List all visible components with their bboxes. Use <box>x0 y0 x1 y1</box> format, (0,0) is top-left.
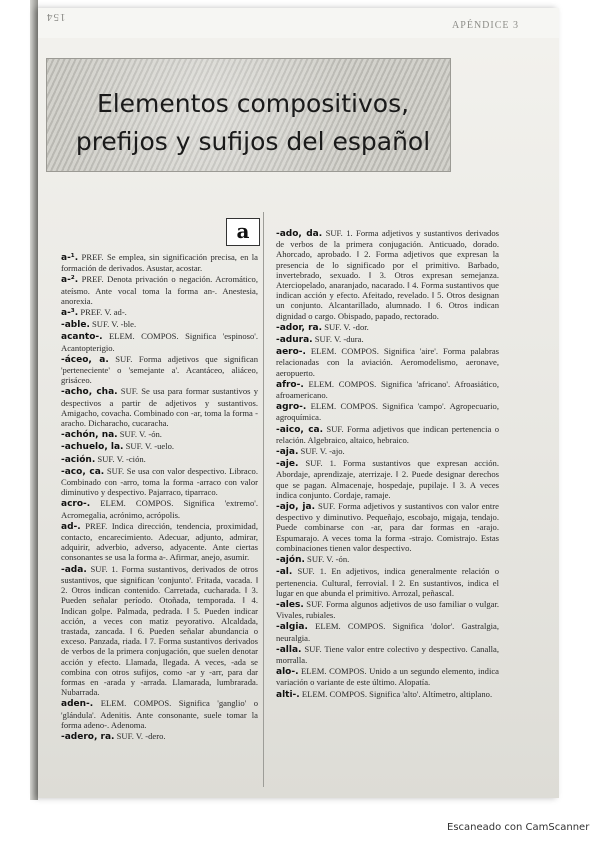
entry-definition: ELEM. COMPOS. Significa 'extremo'. Acromegalia, acrónimo, acrópolis. <box>61 498 258 520</box>
dictionary-entry <box>276 346 499 378</box>
entry-definition: PREF. Indica dirección, tendencia, proximidad, contacto, encarecimiento. Adecuar, adjunto, admirar, adquirir, adverbio, adverso, adyacente. Ante ciertas consonantes se usa la forma a-. Afirmar, anejo, asumir. <box>61 520 258 563</box>
dictionary-entry <box>61 466 258 498</box>
page-title: Elementos compositivos, prefijos y sufijos del español <box>75 89 431 156</box>
entry-definition: SUF. Forma adjetivos que significan 'perteneciente' o 'semejante a'. Acantáceo, aliáceo, grisáceo. <box>61 353 258 386</box>
entry-headword: -aje. <box>276 459 299 470</box>
entry-headword: -adura. <box>276 335 313 346</box>
entry-headword: -able. <box>61 320 90 331</box>
entry-headword: -ación. <box>61 454 96 465</box>
entry-headword: agro-. <box>276 402 307 413</box>
entry-definition: ELEM. COMPOS. Significa 'espinoso'. Acantopterigio. <box>61 331 258 353</box>
entry-definition: SUF. Se usa con valor despectivo. Libraco. Combinado con -arro, toma la forma -arraco con valor diminutivo y despectivo. Pajarraco, tiparraco. <box>61 465 258 498</box>
entry-definition: ELEM. COMPOS. Significa 'alto'. Altímetro, altiplano. <box>299 688 493 699</box>
previous-page-strip <box>38 8 559 38</box>
entry-headword: aero-. <box>276 347 306 358</box>
entry-headword: -algia. <box>276 622 308 633</box>
dictionary-entry <box>276 501 499 553</box>
entry-headword: -aja. <box>276 447 299 458</box>
entry-headword: -aico, ca. <box>276 424 324 435</box>
entry-headword: acro-. <box>61 499 91 510</box>
entry-headword: aden-. <box>61 699 94 710</box>
running-head: APÉNDICE 3 <box>452 20 519 31</box>
entry-definition: SUF. Se usa para formar sustantivos y despectivos a partir de adjetivos y sustantivos. Amigacho, covacha. Combinado con -ar, toma la forma -aracho. Dicharacho, cucaracha. <box>61 386 258 429</box>
entry-headword: -acho, cha. <box>61 387 118 398</box>
entry-headword: a-¹. <box>61 253 79 263</box>
dictionary-entry <box>61 698 258 730</box>
dictionary-entry <box>276 666 499 687</box>
entry-headword: -adero, ra. <box>61 731 115 742</box>
entry-headword: alti-. <box>276 689 300 700</box>
entry-definition: SUF. V. -ble. <box>89 319 137 330</box>
dictionary-entry <box>276 566 499 598</box>
dictionary-entry <box>61 731 258 742</box>
dictionary-entry <box>61 386 258 428</box>
dictionary-entry <box>61 498 258 519</box>
entry-definition: SUF. 1. En adjetivos, indica generalmente relación o pertenencia. Cultural, ferrovial. ‖ 2. En sustantivos, indica el lugar en que abunda el primitivo. Arrozal, peñascal. <box>276 566 499 598</box>
dictionary-entry <box>276 644 499 665</box>
entry-definition: SUF. V. -ón. <box>304 554 350 565</box>
column-divider <box>263 212 264 787</box>
dictionary-entry <box>276 228 499 321</box>
left-column <box>61 252 258 743</box>
dictionary-entry <box>61 429 258 440</box>
entry-definition: PREF. Se emplea, sin significación precisa, en la formación de derivados. Asustar, acostar. <box>61 252 258 274</box>
entry-definition: ELEM. COMPOS. Significa 'campo'. Agropecuario, agroquímica. <box>276 401 499 423</box>
entry-headword: -aco, ca. <box>61 466 105 477</box>
dictionary-entry <box>276 401 499 422</box>
entry-headword: a-³. <box>61 308 79 319</box>
dictionary-entry <box>276 446 499 457</box>
dictionary-entry <box>276 322 499 333</box>
dictionary-entry <box>276 424 499 445</box>
dictionary-entry <box>276 458 499 500</box>
entry-headword: acanto-. <box>61 332 103 343</box>
entry-definition: PREF. V. ad-. <box>78 307 127 318</box>
dictionary-entry <box>61 319 258 330</box>
entry-headword: -ado, da. <box>276 229 323 239</box>
dictionary-entry <box>61 521 258 563</box>
entry-definition: ELEM. COMPOS. Unido a un segundo elemento, indica variación o variante de este último. Alopatía. <box>276 666 499 688</box>
entry-definition: SUF. V. -dura. <box>312 334 364 345</box>
dictionary-entry <box>276 379 499 400</box>
dictionary-entry <box>276 599 499 620</box>
dictionary-entry <box>276 334 499 345</box>
dictionary-entry <box>61 331 258 352</box>
entry-definition: SUF. 1. Forma sustantivos, derivados de otros sustantivos, que significan 'conjunto'. Fritada, vacada. ‖ 2. Otros indican contenido. Carretada, cucharada. ‖ 3. Pueden señalar período. Otoñada, temporada. ‖ 4. Indican golpe. Palmada, pedrada. ‖ 5. Pueden indicar acción, a veces con matiz peyorativo. Alcaldada, trastada, zancada. ‖ 6. Pueden señalar abundancia o exceso. Panzada, riada. ‖ 7. Forma sustantivos derivados de verbos de la primera conjugación, que suelen denotar acción y efecto. Llamada, llegada. A veces, -ada se combina con otros sufijos, como -ar y -arr, para dar formas en -arada y -arrada. Llamarada, lumbrarada. Nubarrada. <box>61 563 258 698</box>
entry-definition: SUF. V. -uelo. <box>123 441 175 452</box>
entry-headword: -achón, na. <box>61 430 118 441</box>
entry-definition: SUF. 1. Forma sustantivos que expresan acción. Abordaje, aprendizaje, aterrizaje. ‖ 2. Puede designar derechos que se pagan. Almacenaje, hospedaje, pupilaje. ‖ 3. A veces indica conjunto. Cordaje, ramaje. <box>276 458 499 500</box>
entry-headword: ad-. <box>61 521 81 532</box>
entry-definition: SUF. V. -dero. <box>114 730 166 741</box>
entry-definition: SUF. V. -ajo. <box>298 446 345 457</box>
entry-headword: -achuelo, la. <box>61 442 124 453</box>
dictionary-entry <box>61 274 258 306</box>
entry-headword: alo-. <box>276 667 299 678</box>
section-letter: a <box>226 218 260 246</box>
entry-definition: ELEM. COMPOS. Significa 'africano'. Afroasiático, afroamericano. <box>276 378 499 401</box>
entry-definition: PREF. Denota privación o negación. Acromático, ateísmo. Ante vocal toma la forma an-. Anestesia, anorexia. <box>61 274 258 306</box>
right-column <box>276 228 499 701</box>
dictionary-entry <box>276 554 499 565</box>
dictionary-entry <box>61 354 258 386</box>
entry-definition: SUF. 1. Forma adjetivos y sustantivos derivados de verbos de la primera conjugación. Anticuado, dorado. Ahorcado, aprobado. ‖ 2. Forma adjetivos que expresan la presencia de lo significado por el primitivo. Barbado, invertebrado, sexuado. ‖ 3. Otros expresan semejanza. Aterciopelado, anaranjado, nacarado. ‖ 4. Forma sustantivos que indican acción y efecto. Afeitado, revelado. ‖ 5. Otros designan un conjunto. Alcantarillado, alumnado. ‖ 6. Otros indican dignidad o cargo. Obispado, papado, rectorado. <box>276 228 499 321</box>
entry-headword: -alla. <box>276 644 302 655</box>
entry-definition: SUF. V. -ón. <box>117 429 162 440</box>
entry-definition: SUF. Forma algunos adjetivos de uso familiar o vulgar. Vivales, rubiales. <box>276 598 499 621</box>
dictionary-entry <box>61 564 258 698</box>
dictionary-entry <box>276 689 499 700</box>
entry-definition: ELEM. COMPOS. Significa 'ganglio' o 'glándula'. Adenitis. Ante consonante, suele tomar la forma adeno-. Adenoma. <box>61 698 258 730</box>
page-shadow-edge <box>30 0 38 800</box>
entry-headword: -al. <box>276 567 293 578</box>
dictionary-entry <box>61 307 258 318</box>
entry-headword: -áceo, a. <box>61 354 109 365</box>
entry-headword: -ajón. <box>276 555 305 566</box>
entry-definition: ELEM. COMPOS. Significa 'aire'. Forma palabras relacionadas con la aviación. Aeromodelismo, aeronave, aeropuerto. <box>276 346 499 378</box>
entry-definition: SUF. Forma adjetivos y sustantivos con valor entre despectivo y diminutivo. Pequeñajo, escobajo, migaja, tendajo. Puede combinarse con -ar, para dar formas en -arajo. Espumarajo. A veces toma la forma -strajo. Comistrajo. Estas combinaciones tienen valor despectivo. <box>276 501 499 553</box>
entry-definition: SUF. V. -ción. <box>95 453 146 464</box>
dictionary-entry <box>61 441 258 452</box>
dictionary-entry <box>61 252 258 273</box>
scanner-footer: Escaneado con CamScanner <box>447 822 590 833</box>
entry-headword: -ada. <box>61 564 87 575</box>
entry-definition: SUF. Forma adjetivos que indican pertenencia o relación. Algebraico, altaico, hebraico. <box>276 423 499 445</box>
entry-headword: -ales. <box>276 599 304 610</box>
page-number: 154 <box>46 11 66 23</box>
dictionary-entry <box>61 454 258 465</box>
entry-headword: -ador, ra. <box>276 322 323 333</box>
entry-definition: SUF. V. -dor. <box>322 321 369 332</box>
entry-headword: a-². <box>61 275 79 286</box>
dictionary-entry <box>276 621 499 642</box>
entry-definition: SUF. Tiene valor entre colectivo y despectivo. Canalla, morralla. <box>276 643 499 665</box>
entry-definition: ELEM. COMPOS. Significa 'dolor'. Gastralgia, neuralgia. <box>276 621 499 643</box>
entry-headword: afro-. <box>276 379 304 390</box>
entry-headword: -ajo, ja. <box>276 502 316 513</box>
